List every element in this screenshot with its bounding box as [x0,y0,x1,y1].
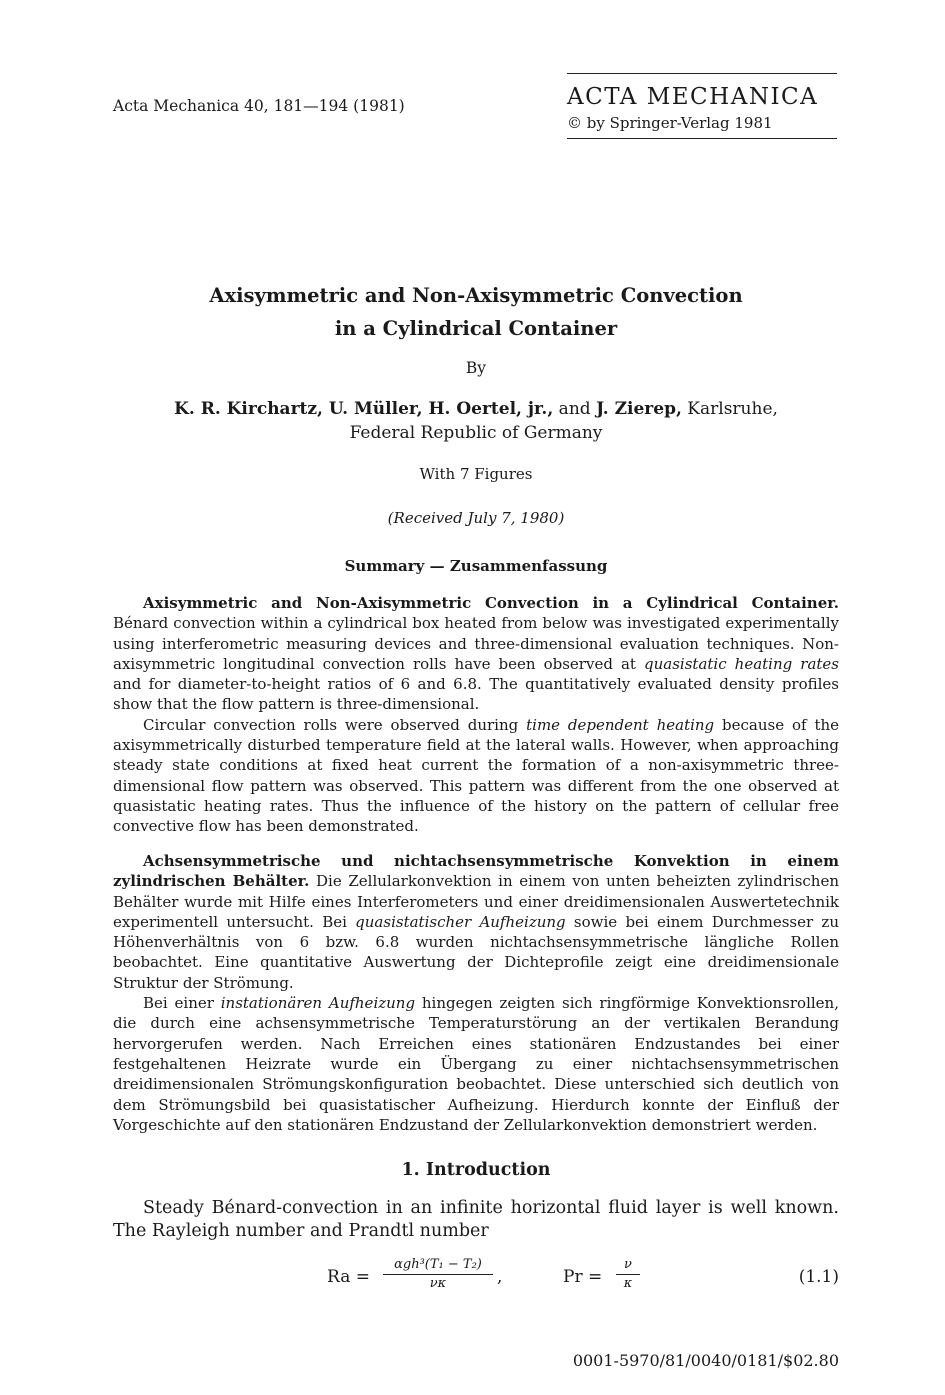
abstract-german [113,851,839,1135]
equation-comma: , [497,1267,503,1287]
issn-price-code: 0001-5970/81/0040/0181/$02.80 [572,1351,839,1370]
title-line-2: in a Cylindrical Container [334,317,618,340]
abstract-de-paragraph-2: Bei einer instationären Aufheizung hingegen zeigten sich ringförmige Konvektionsrollen, die durch eine achsensymmetrische Temperaturstörung an der vertikalen Berandung hervorgerufen werden. Nach Erreichen eines stationären Endzustandes bei einer festgehaltenen Heizrate wurde ein Übergang zu einer nichtachsensymmetrischen dreidimensionalen Strömungskonfiguration beobachtet. Diese unterschied sich deutlich von dem Strömungsbild bei quasistatischer Aufheizung. Hierdurch konnte der Einfluß der Vorgeschichte auf den stationären Endzustand der Zellularkonvektion demonstriert werden. [113,994,839,1134]
title-line-1: Axisymmetric and Non-Axisymmetric Convection [209,284,743,307]
abstract-de-paragraph-1: Achsensymmetrische und nichtachsensymmetrische Konvektion in einem zylindrischen Behälter. Die Zellularkonvektion in einem von unten beheizten zylindrischen Behälter wurde mit Hilfe eines Interferometers und einer dreidimensionalen Auswertetechnik experimentell untersucht. Bei quasistatischer Aufheizung sowie bei einem Durchmesser zu Höhenverhältnis von 6 bzw. 6.8 wurden nichtachsensymmetrische längliche Rollen beobachtet. Eine quantitative Auswertung der Dichteprofile zeigt eine dreidimensionale Struktur der Strömung. [113,852,840,992]
rayleigh-numerator: αgh³(T₁ − T₂) [383,1256,493,1275]
prandtl-lhs: Pr = [563,1267,603,1287]
journal-masthead [567,73,837,139]
prandtl-denominator: κ [623,1276,633,1291]
introduction-paragraph: Steady Bénard-convection in an infinite horizontal fluid layer is well known. The Rayleigh number and Prandtl number [113,1198,839,1241]
abstract-de-lead: Achsensymmetrische und nichtachsensymmetrische Konvektion in einem zylindrischen Behälter. [113,852,839,891]
rayleigh-denominator: νκ [429,1276,447,1291]
figure-count: With 7 Figures [419,465,533,483]
journal-citation: Acta Mechanica 40, 181—194 (1981) [113,97,405,115]
journal-name: ACTA MECHANICA [567,84,819,110]
abstract-en-paragraph-2: Circular convection rolls were observed during time dependent heating because of the axisymmetrically disturbed temperature field at the lateral walls. However, when approaching steady state conditions at fixed heat current the formation of a non-axisymmetric three-dimensional flow pattern was observed. This pattern was different from the one observed at quasistatic heating rates. Thus the influence of the history on the pattern of cellular free convective flow has been demonstrated. [113,715,840,836]
section-heading-introduction: 1. Introduction [401,1160,551,1180]
authors-conjunction: and [553,399,597,419]
abstract-en-paragraph-1: Axisymmetric and Non-Axisymmetric Convection in a Cylindrical Container. Bénard convection within a cylindrical box heated from below was investigated experimentally using interferometric measuring devices and three-dimensional evaluation techniques. Non-axisymmetric longitudinal convection rolls have been observed at quasistatic heating rates and for diameter-to-height ratios of 6 and 6.8. The quantitatively evaluated density profiles show that the flow pattern is three-dimensional. [113,594,839,714]
equation-number: (1.1) [798,1267,839,1287]
author-country: Federal Republic of Germany [349,423,603,443]
rayleigh-fraction [383,1256,493,1293]
received-date: (Received July 7, 1980) [387,509,565,527]
author-last: J. Zierep, [596,399,682,419]
author-place: Karlsruhe, [681,399,778,419]
equation-1-1 [113,1255,839,1305]
copyright-line: © by Springer-Verlag 1981 [567,114,773,132]
paper-title [113,279,839,345]
rayleigh-lhs: Ra = [327,1267,370,1287]
by-label: By [465,359,487,377]
summary-heading: Summary — Zusammenfassung [344,557,608,575]
author-names: K. R. Kirchartz, U. Müller, H. Oertel, jr., [174,399,554,419]
author-list [113,397,839,445]
prandtl-fraction [616,1256,640,1293]
prandtl-numerator: ν [616,1256,640,1275]
abstract-english [113,593,839,837]
abstract-en-lead: Axisymmetric and Non-Axisymmetric Convection in a Cylindrical Container. [143,594,839,612]
